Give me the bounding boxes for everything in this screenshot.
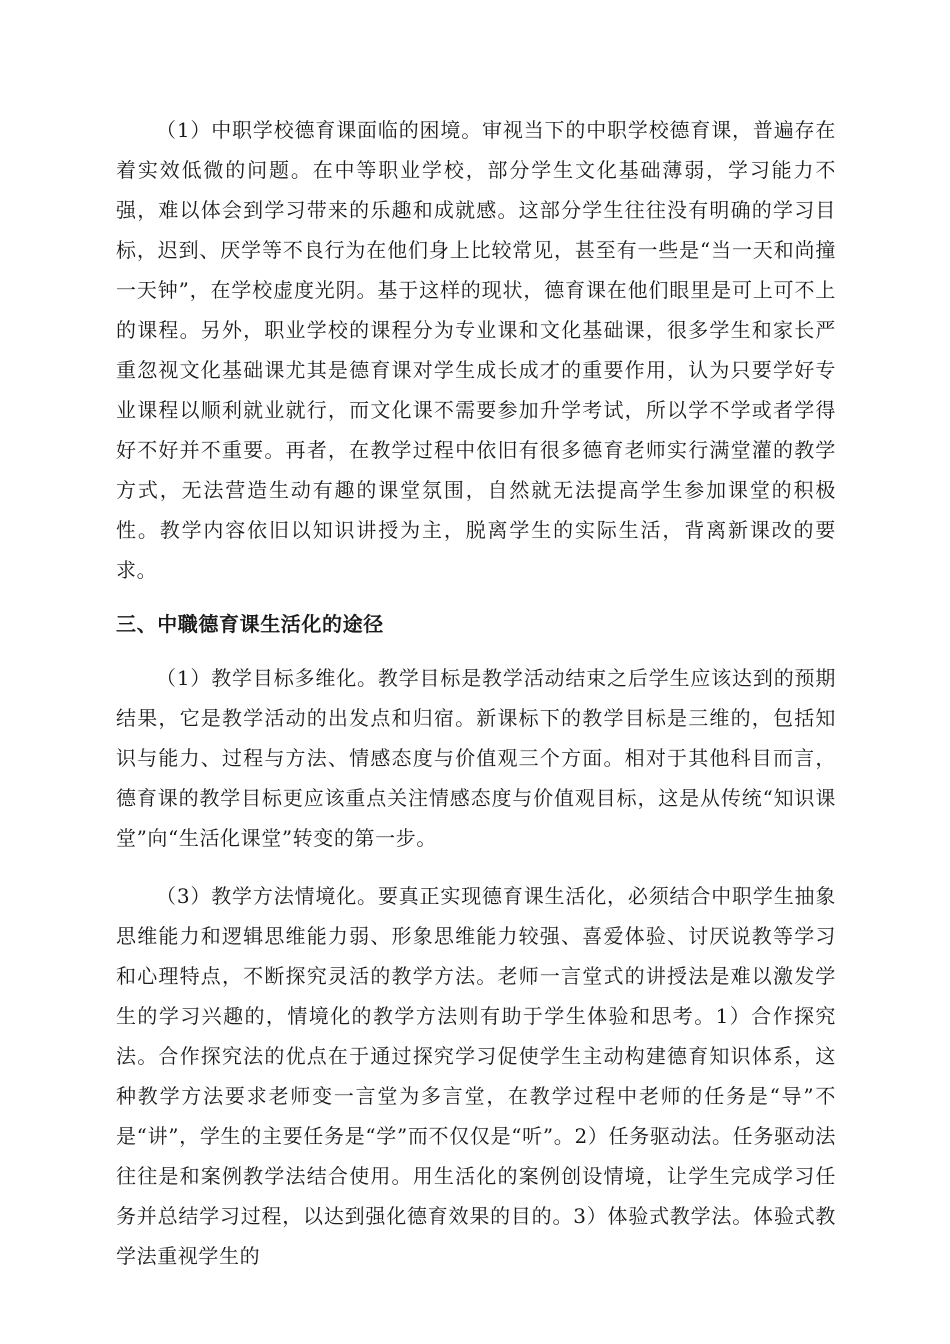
section-heading: 三、中職德育课生活化的途径 [116, 612, 384, 636]
paragraph-difficulties: （1）中职学校德育课面临的困境。审视当下的中职学校德育课，普遍存在着实效低微的问题。在中等职业学校，部分学生文化基础薄弱，学习能力不强，难以体会到学习带来的乐趣和成就感。这部分学生往往没有明确的学习目标，迟到、厌学等不良行为在他们身上比较常见，甚至有一些是“当一天和尚撞一天钟”，在学校虚度光阴。基于这样的现状，德育课在他们眼里是可上可不上的课程。另外，职业学校的课程分为专业课和文化基础课，很多学生和家长严重忽视文化基础课尤其是德育课对学生成长成才的重要作用，认为只要学好专业课程以顺利就业就行，而文化课不需要参加升学考试，所以学不学或者学得好不好并不重要。再者，在教学过程中依旧有很多德育老师实行满堂灌的教学方式，无法营造生动有趣的课堂氛围，自然就无法提高学生参加课堂的积极性。教学内容依旧以知识讲授为主，脱离学生的实际生活，背离新课改的要求。 [116, 118, 836, 582]
paragraph-teaching-methods: （3）教学方法情境化。要真正实现德育课生活化，必须结合中职学生抽象思维能力和逻辑思维能力弱、形象思维能力较强、喜爱体验、讨厌说教等学习和心理特点，不断探究灵活的教学方法。老师一言堂式的讲授法是难以激发学生的学习兴趣的，情境化的教学方法则有助于学生体验和思考。1）合作探究法。合作探究法的优点在于通过探究学习促使学生主动构建德育知识体系，这种教学方法要求老师变一言堂为多言堂，在教学过程中老师的任务是“导”不是“讲”，学生的主要任务是“学”而不仅仅是“听”。2）任务驱动法。任务驱动法往往是和案例教学法结合使用。用生活化的案例创设情境，让学生完成学习任务并总结学习过程，以达到强化德育效果的目的。3）体验式教学法。体验式教学法重视学生的 [116, 884, 836, 1268]
document-body [116, 110, 836, 1276]
paragraph-teaching-goals: （1）教学目标多维化。教学目标是教学活动结束之后学生应该达到的预期结果，它是教学活动的出发点和归宿。新课标下的教学目标是三维的，包括知识与能力、过程与方法、情感态度与价值观三个方面。相对于其他科目而言，德育课的教学目标更应该重点关注情感态度与价值观目标，这是从传统“知识课堂”向“生活化课堂”转变的第一步。 [116, 666, 836, 850]
